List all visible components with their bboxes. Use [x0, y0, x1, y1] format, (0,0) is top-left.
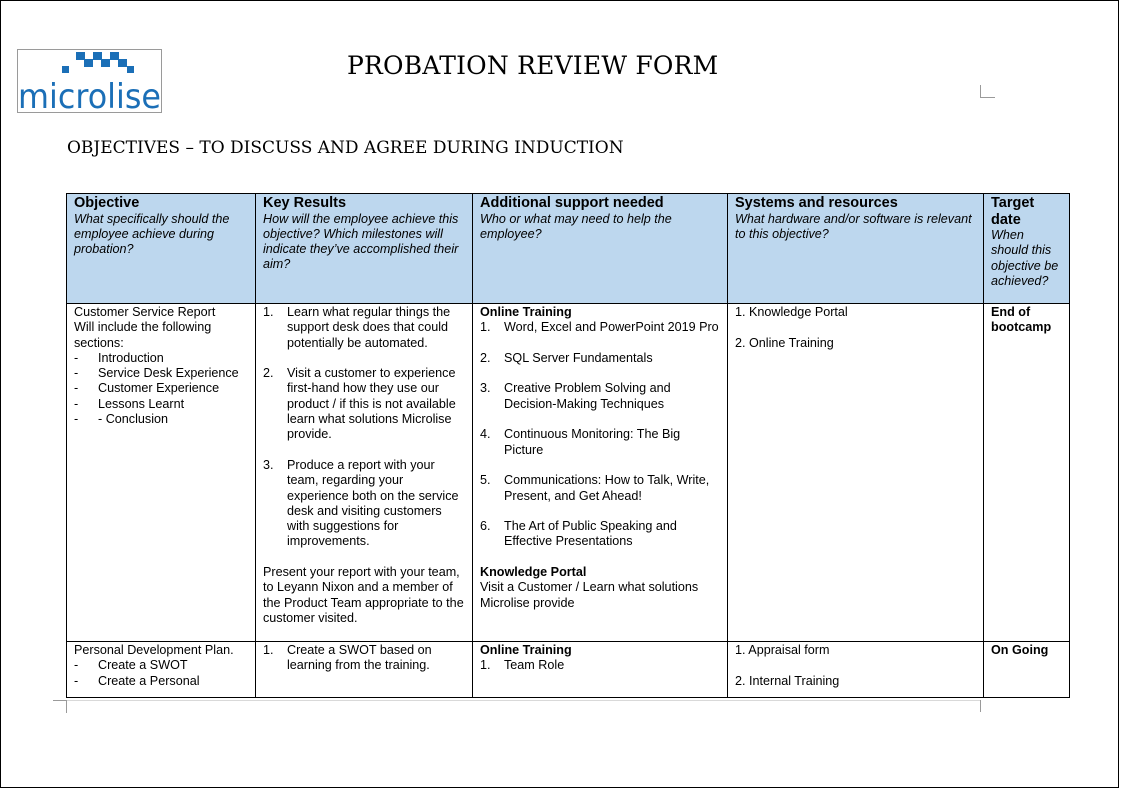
section-heading: OBJECTIVES – TO DISCUSS AND AGREE DURING INDUCTION [67, 138, 624, 158]
table-header-row [67, 194, 1070, 304]
list-item: 4. Continuous Monitoring: The Big Picture [480, 427, 681, 457]
training-list [480, 320, 720, 549]
key-results-closing: Present your report with your team, to Leyann Nixon and a member of the Product Team appropriate to the customer visited. [263, 565, 464, 625]
table-row [67, 642, 1070, 698]
list-item: - Introduction [74, 350, 164, 365]
margin-corner-mark [980, 85, 995, 98]
list-item: 3. Produce a report with your team, regarding your experience both on the service desk and visiting customers with suggestions for improvements. [263, 457, 459, 549]
key-results-list [263, 305, 465, 550]
key-results-cell [256, 304, 473, 642]
header-systems-resources: Systems and resources What hardware and/or software is relevant to this objective? [728, 194, 984, 304]
objective-sections-list [74, 351, 248, 427]
list-item: - Customer Experience [74, 381, 220, 396]
list-item: 2. Visit a customer to experience first-hand how they use our product / if this is not available learn what solutions Microlise provide. [263, 366, 456, 442]
target-date-cell: End of bootcamp [984, 304, 1070, 642]
list-item: 3. Creative Problem Solving and Decision-Making Techniques [480, 381, 671, 411]
list-item: 2. SQL Server Fundamentals [480, 350, 653, 365]
header-additional-support: Additional support needed Who or what may need to help the employee? [473, 194, 728, 304]
objective-cell: Customer Service Report Will include the following sections: - Introduction - Service Desk Experience - Customer Experience - Lessons Learnt - - Conclusion [67, 304, 256, 642]
objectives-table [66, 193, 1070, 698]
key-results-list [263, 643, 465, 674]
support-cell: Online Training 1. Word, Excel and PowerPoint 2019 Pro 2. SQL Server Fundamentals 3. Creative Problem Solving and Decision-Making Techniques 4. Continuous Monitoring: The Big Picture 5. Communications: How to Talk, Write, Present, and Get Ahead! 6. The Art of Public Speaking and Effective Presentations Knowledge Portal Visit a Customer / Learn what solutions Microlise provide [473, 304, 728, 642]
list-item: - Service Desk Experience [74, 366, 239, 381]
margin-corner-mark [980, 700, 982, 712]
training-list [480, 658, 720, 673]
list-item: - - Conclusion [74, 412, 168, 427]
header-target-date: Target date When should this objective be achieved? [984, 194, 1070, 304]
target-date-cell: On Going [984, 642, 1070, 698]
systems-cell: 1. Appraisal form 2. Internal Training [728, 642, 984, 698]
list-item: 5. Communications: How to Talk, Write, Present, and Get Ahead! [480, 473, 710, 503]
margin-corner-mark [53, 700, 67, 713]
systems-cell: 1. Knowledge Portal 2. Online Training [728, 304, 984, 642]
page-title: PROBATION REVIEW FORM [347, 51, 719, 80]
table-row [67, 304, 1070, 642]
header-objective: Objective What specifically should the employee achieve during probation? [67, 194, 256, 304]
list-item: 1. Word, Excel and PowerPoint 2019 Pro [480, 320, 719, 335]
list-item: 6. The Art of Public Speaking and Effective Presentations [480, 519, 677, 549]
list-item: 1. Team Role [480, 658, 565, 673]
objective-items-list [74, 658, 248, 689]
support-cell: Online Training 1. Team Role [473, 642, 728, 698]
margin-guide-line [66, 700, 980, 701]
svg-text:microlise: microlise [18, 77, 161, 112]
list-item: - Lessons Learnt [74, 396, 185, 411]
list-item: 1. Create a SWOT based on learning from the training. [263, 643, 432, 673]
list-item: - Create a Personal [74, 673, 200, 688]
company-logo [17, 49, 162, 113]
objective-cell: Personal Development Plan. - Create a SWOT - Create a Personal [67, 642, 256, 698]
list-item: 1. Learn what regular things the support desk does that could potentially be automated. [263, 305, 451, 350]
list-item: - Create a SWOT [74, 658, 188, 673]
header-key-results: Key Results How will the employee achieve this objective? Which milestones will indicate they’ve accomplished their aim? [256, 194, 473, 304]
microlise-logo-icon [18, 50, 161, 112]
key-results-cell [256, 642, 473, 698]
